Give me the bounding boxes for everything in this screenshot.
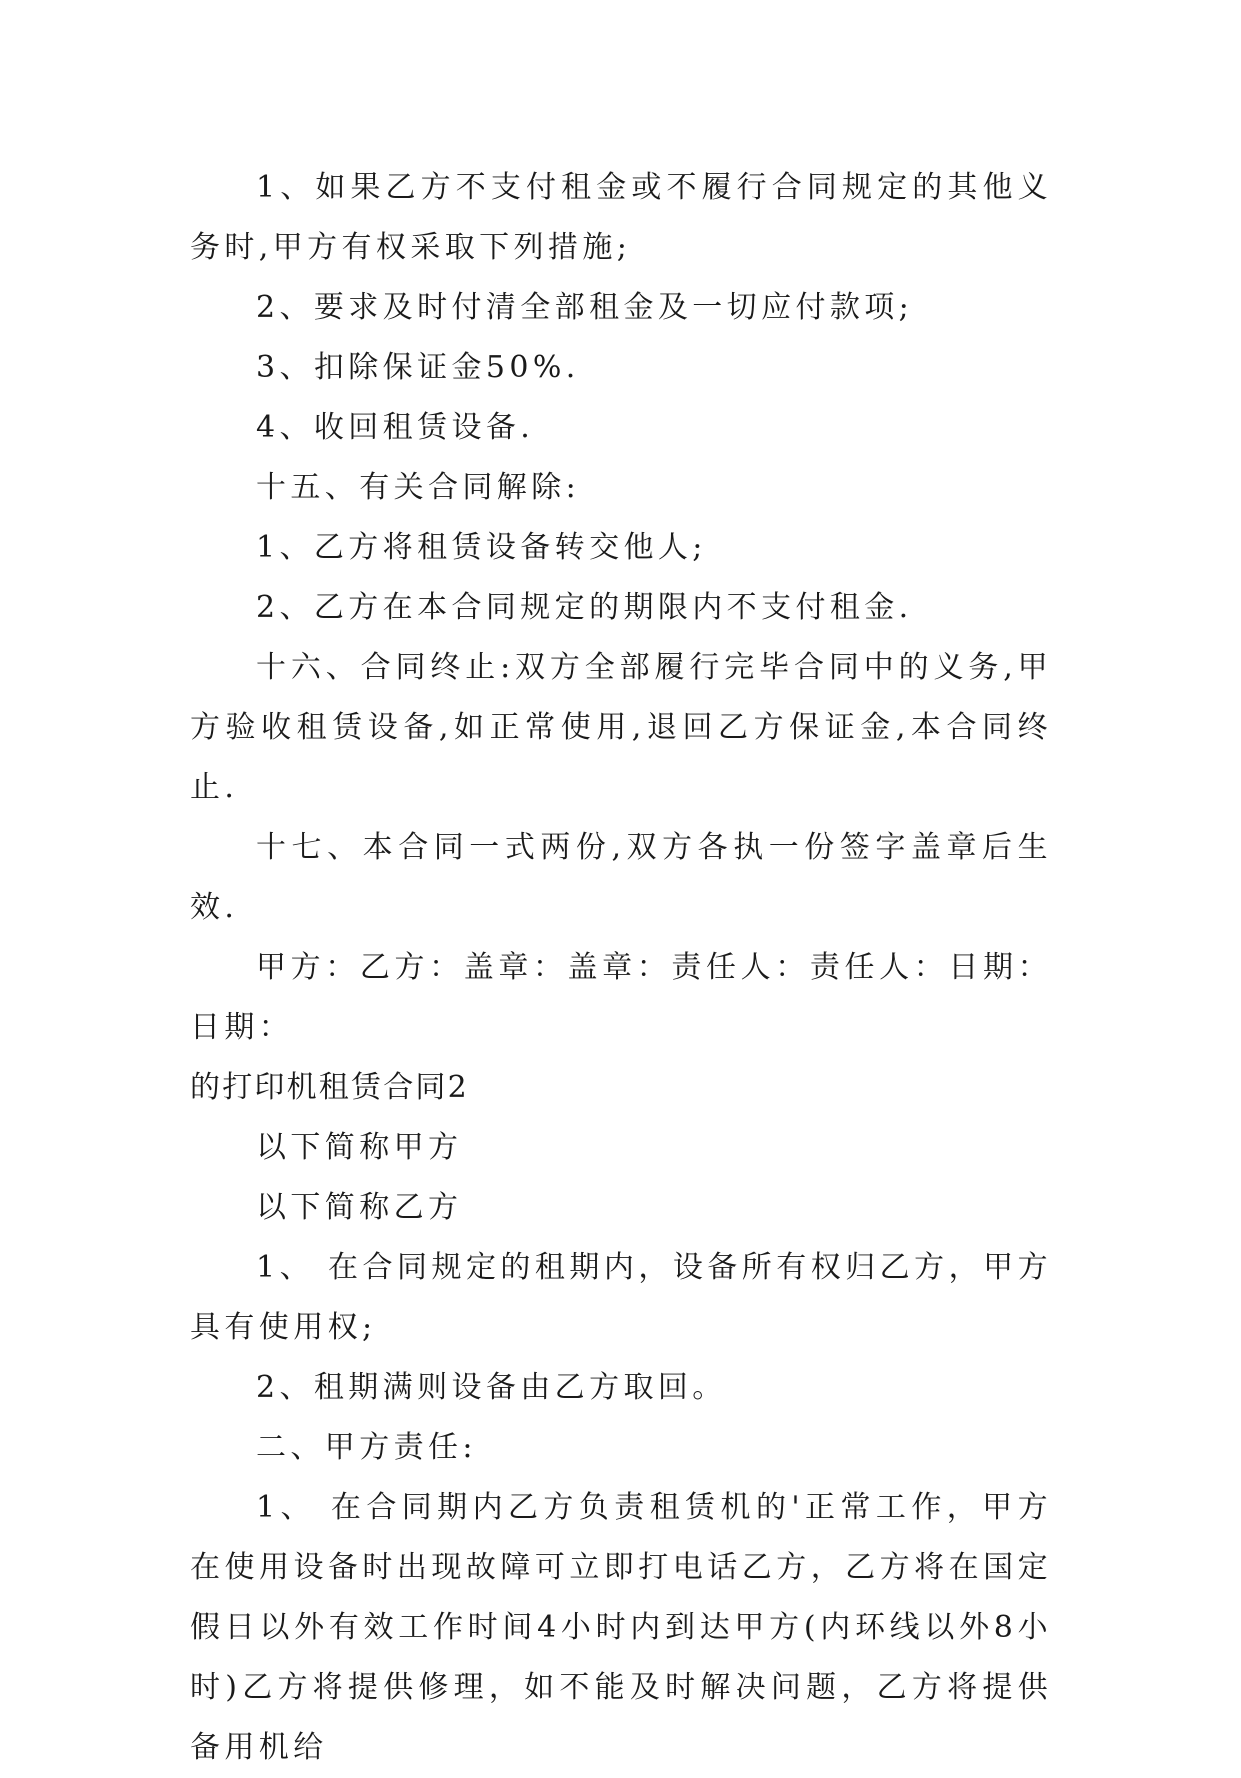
party-a-line: 以下简称甲方: [256, 1130, 463, 1165]
section-heading-15: 十五、有关合同解除:: [256, 470, 581, 505]
paragraph-4: 4、收回租赁设备.: [256, 410, 535, 445]
paragraph-17: 1、 在合同期内乙方负责租赁机的'正常工作，甲方在使用设备时出现故障可立即打电话乙方，乙方将在国定假日以外有效工作时间4小时内到达甲方(内环线以外8小时)乙方将提供修理，如不能及时解决问题，乙方将提供备用机给: [190, 1490, 1052, 1765]
contract-title: 的打印机租赁合同2: [190, 1070, 469, 1105]
section-heading-2: 二、甲方责任:: [256, 1430, 477, 1465]
signature-line: 甲方：乙方：盖章：盖章：责任人：责任人：日期：日期：: [190, 950, 1052, 1045]
party-b-line: 以下简称乙方: [256, 1190, 463, 1225]
paragraph-14: 1、 在合同规定的租期内，设备所有权归乙方，甲方具有使用权;: [190, 1250, 1052, 1345]
paragraph-6: 1、乙方将租赁设备转交他人;: [256, 530, 707, 565]
paragraph-2: 2、要求及时付清全部租金及一切应付款项;: [256, 290, 914, 325]
paragraph-7: 2、乙方在本合同规定的期限内不支付租金.: [256, 590, 913, 625]
section-16-paragraph: 十六、合同终止:双方全部履行完毕合同中的义务,甲方验收租赁设备,如正常使用,退回乙方保证金,本合同终止.: [190, 650, 1052, 805]
section-17-paragraph: 十七、本合同一式两份,双方各执一份签字盖章后生效.: [190, 830, 1052, 925]
paragraph-15: 2、租期满则设备由乙方取回。: [256, 1370, 727, 1405]
paragraph-3: 3、扣除保证金50%.: [256, 350, 580, 385]
paragraph-1: 1、如果乙方不支付租金或不履行合同规定的其他义务时,甲方有权采取下列措施;: [190, 170, 1052, 265]
document-page: [190, 158, 1052, 1778]
